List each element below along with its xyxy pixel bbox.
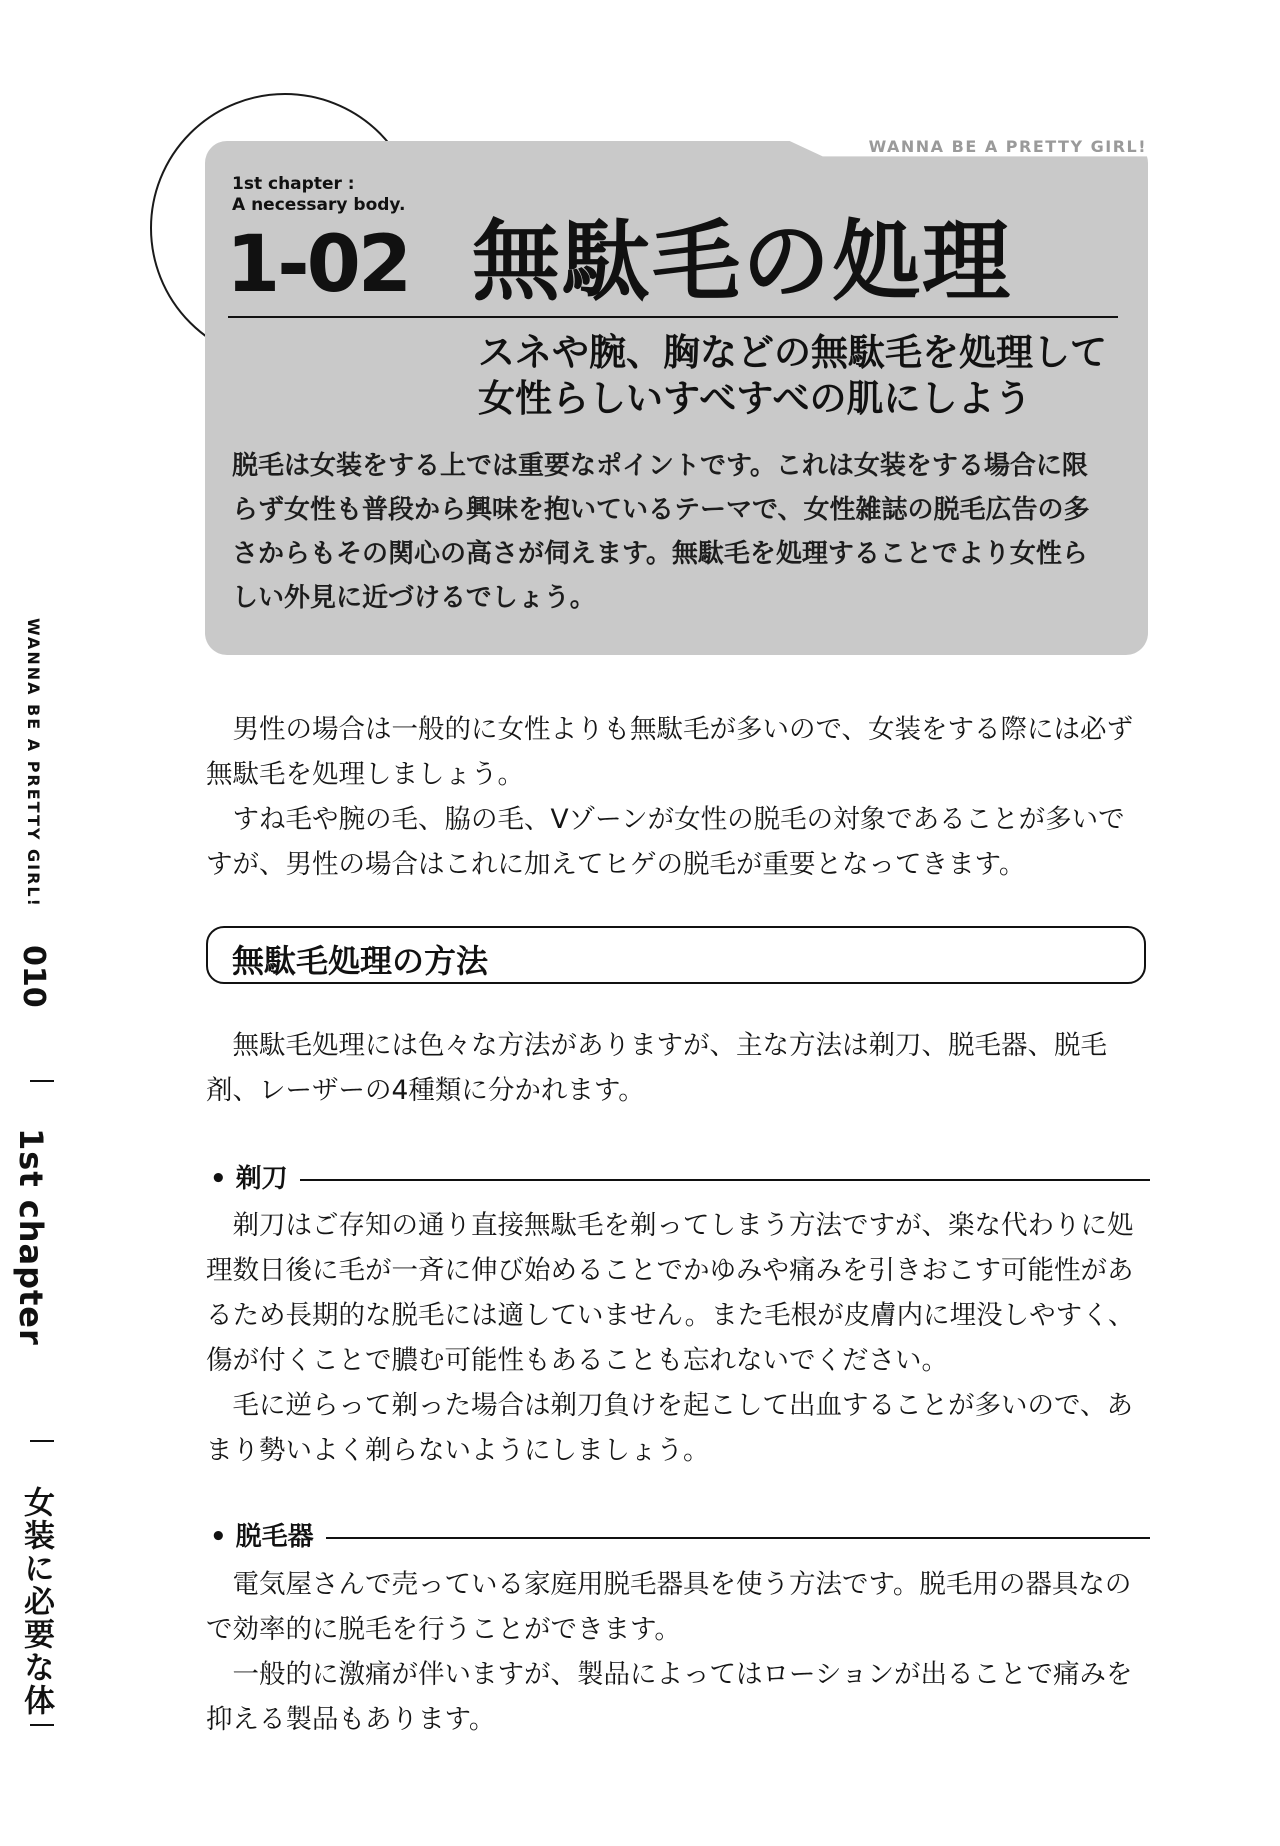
chapter-label-line2: A necessary body. [232, 195, 406, 215]
heading-rule [210, 1179, 1150, 1181]
section-heading: 無駄毛処理の方法 [232, 942, 489, 980]
section-intro: 無駄毛処理には色々な方法がありますが、主な方法は剃刀、脱毛器、脱毛剤、レーザーの4種類に分かれます。 [206, 1030, 1107, 1106]
epilator-heading [210, 1520, 1150, 1554]
razor-heading-label: • 剃刀 [210, 1162, 300, 1196]
chapter-label-line1: 1st chapter : [232, 174, 355, 194]
title-divider [228, 316, 1118, 318]
spine-title: WANNA BE A PRETTY GIRL! [24, 618, 43, 908]
running-head: WANNA BE A PRETTY GIRL! [868, 137, 1147, 156]
razor-paragraph: 毛に逆らって剃った場合は剃刀負けを起こして出血することが多いので、あまり勢いよく剃らないようにしましょう。 [206, 1390, 1133, 1466]
spine-divider [30, 1440, 54, 1442]
razor-paragraph: 剃刀はご存知の通り直接無駄毛を剃ってしまう方法ですが、楽な代わりに処理数日後に毛が一斉に伸び始めることでかゆみや痛みを引きおこす可能性があるため長期的な脱毛には適していません。また毛根が皮膚内に埋没しやすく、傷が付くことで膿む可能性もあることも忘れないでください。 [206, 1210, 1135, 1376]
chapter-title: 無駄毛の処理 [472, 210, 1013, 313]
razor-heading [210, 1162, 1150, 1196]
lead-line: 脱毛は女装をする上では重要なポイントです。これは女装をする場合に限 [232, 451, 1088, 481]
intro-paragraph: 男性の場合は一般的に女性よりも無駄毛が多いので、女装をする際には必ず無駄毛を処理しましょう。 [206, 714, 1133, 790]
lead-line: らず女性も普段から興味を抱いているテーマで、女性雑誌の脱毛広告の多 [232, 495, 1090, 525]
lead-line: しい外見に近づけるでしょう。 [232, 583, 596, 613]
section-heading-box [206, 926, 1146, 984]
lead-paragraph [232, 444, 1132, 620]
epilator-heading-label: • 脱毛器 [210, 1520, 326, 1554]
chapter-number: 1-02 [226, 220, 410, 310]
chapter-subtitle [478, 330, 1107, 422]
lead-line: さからもその関心の高さが伺えます。無駄毛を処理することでより女性ら [232, 539, 1088, 569]
spine-chapter: 1st chapter [12, 1128, 50, 1346]
epilator-paragraph: 電気屋さんで売っている家庭用脱毛器具を使う方法です。脱毛用の器具なので効率的に脱毛を行うことができます。 [206, 1569, 1132, 1645]
subtitle-line1: スネや腕、胸などの無駄毛を処理して [478, 331, 1107, 374]
spine-chapter-jp: 女装に必要な体 [18, 1486, 54, 1717]
spine-divider [30, 1080, 54, 1082]
chapter-label [232, 174, 405, 216]
page-number: 010 [16, 945, 51, 1008]
spine-divider [30, 1724, 54, 1726]
heading-rule [210, 1537, 1150, 1539]
subtitle-line2: 女性らしいすべすべの肌にしよう [478, 377, 1032, 420]
intro-paragraph: すね毛や腕の毛、脇の毛、Vゾーンが女性の脱毛の対象であることが多いですが、男性の場合はこれに加えてヒゲの脱毛が重要となってきます。 [206, 804, 1125, 880]
epilator-paragraph: 一般的に激痛が伴いますが、製品によってはローションが出ることで痛みを抑える製品もあります。 [206, 1659, 1133, 1735]
